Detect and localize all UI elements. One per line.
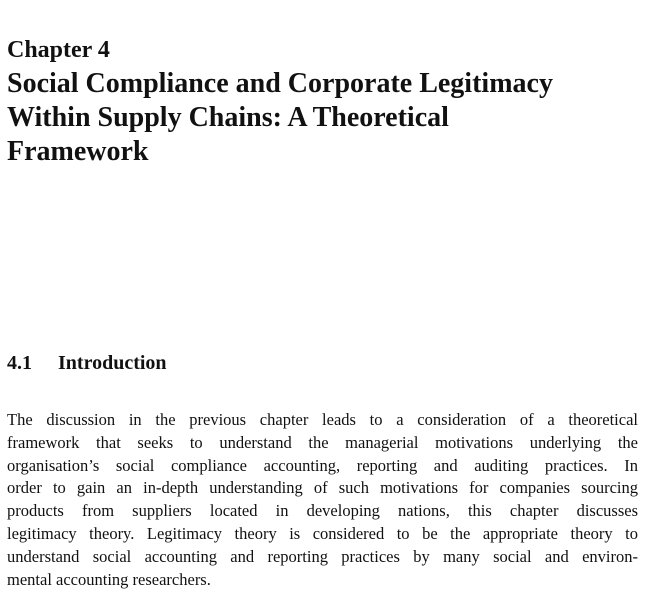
- chapter-title-line: Within Supply Chains: A Theoretical: [7, 102, 449, 133]
- paragraph-line: legitimacy theory. Legitimacy theory is considered to be the appropriate theory to: [7, 523, 638, 543]
- section-number: 4.1: [7, 352, 32, 374]
- paragraph-line: order to gain an in-depth understanding of such motivations for companies sourcing: [7, 478, 638, 498]
- paragraph-line: The discussion in the previous chapter leads to a consideration of a theoretical: [7, 410, 638, 429]
- paragraph-line: mental accounting researchers.: [7, 569, 211, 589]
- paragraph-line: understand social accounting and reporting practices by many social and environ-: [7, 546, 638, 566]
- paragraph-line: organisation’s social compliance accounting, reporting and auditing practices. In: [7, 455, 638, 475]
- chapter-title: [7, 67, 637, 169]
- section-heading: [7, 350, 167, 376]
- paragraph-line: products from suppliers located in developing nations, this chapter discusses: [7, 501, 638, 521]
- chapter-title-line: Social Compliance and Corporate Legitimacy: [7, 68, 553, 99]
- section-title: Introduction: [58, 352, 167, 374]
- chapter-label: Chapter 4: [7, 37, 110, 63]
- paragraph-line: framework that seeks to understand the managerial motivations underlying the: [7, 432, 638, 452]
- introduction-paragraph: [7, 409, 638, 591]
- chapter-title-line: Framework: [7, 136, 149, 167]
